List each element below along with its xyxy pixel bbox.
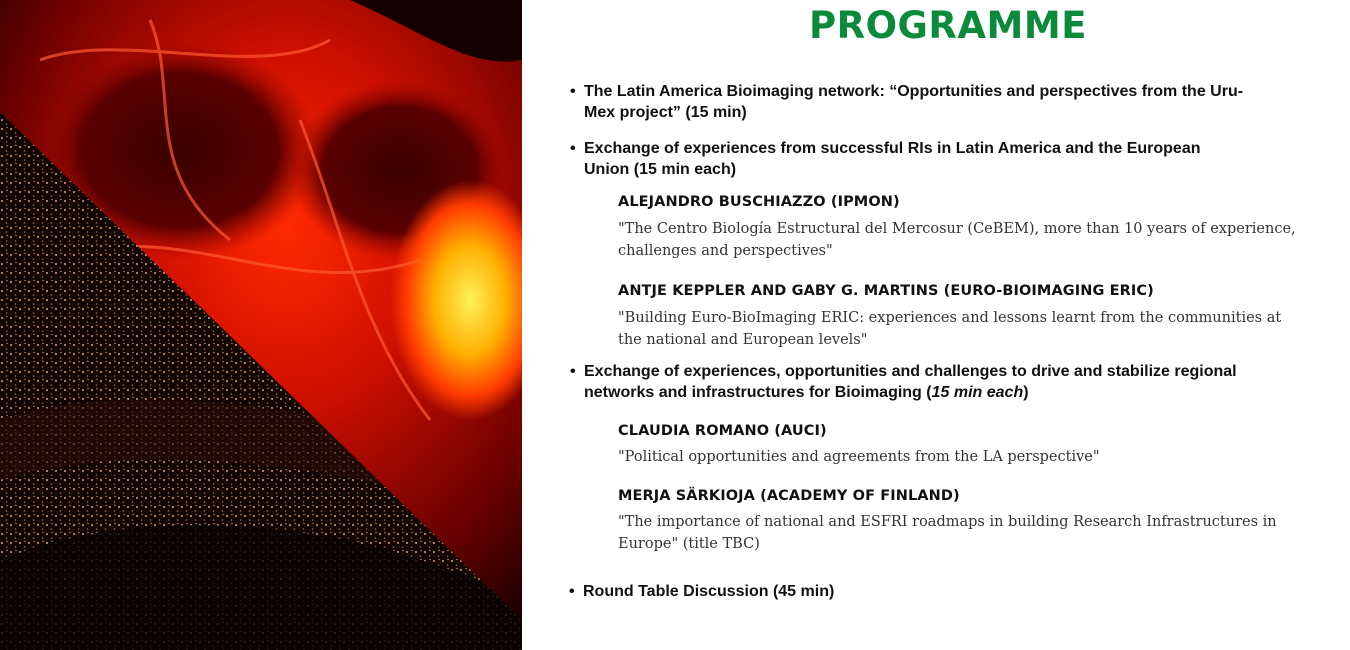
- talk-title: "The importance of national and ESFRI roadmaps in building Research Infrastructures in Europe" (title TBC): [618, 514, 1277, 552]
- item-duration: (15 min): [685, 104, 747, 121]
- speaker-name: ALEJANDRO BUSCHIAZZO (IPMON): [618, 194, 900, 210]
- programme-panel: [522, 0, 1350, 650]
- bullet-icon: •: [569, 583, 575, 600]
- talk-title: "Building Euro-BioImaging ERIC: experiences and lessons learnt from the communities at the national and European levels": [618, 310, 1282, 348]
- item-duration: (15 min each): [926, 384, 1029, 401]
- programme-item-2: [570, 138, 1244, 180]
- bullet-icon: •: [570, 83, 576, 100]
- talk-title: "The Centro Biología Estructural del Mercosur (CeBEM), more than 10 years of experience, challenges and perspectives": [618, 221, 1296, 259]
- item-title: Exchange of experiences, opportunities and challenges to drive and stabilize regional networks and infrastructures for Bioimaging: [584, 363, 1237, 401]
- page-title: PROGRAMME: [809, 4, 1087, 47]
- hero-microscopy-image: [0, 0, 522, 650]
- microscopy-illustration: [0, 0, 522, 650]
- item-duration-italic: 15 min each: [931, 384, 1024, 401]
- programme-item-4: [569, 581, 1243, 602]
- programme-item-1: [570, 81, 1244, 123]
- speaker-name: MERJA SÄRKIOJA (ACADEMY OF FINLAND): [618, 488, 960, 504]
- speaker-name: CLAUDIA ROMANO (AUCI): [618, 423, 827, 439]
- bullet-icon: •: [570, 140, 576, 157]
- item-title: The Latin America Bioimaging network: “Opportunities and perspectives from the Uru-Mex project”: [584, 83, 1244, 121]
- item-title: Round Table Discussion: [583, 583, 769, 600]
- programme-item-3: [570, 361, 1244, 403]
- item-duration: (15 min each): [633, 161, 737, 178]
- item-title: Exchange of experiences from successful RIs in Latin America and the European Union: [584, 140, 1201, 178]
- talk-title: "Political opportunities and agreements from the LA perspective": [618, 449, 1100, 465]
- speaker-name: ANTJE KEPPLER AND GABY G. MARTINS (EURO-BIOIMAGING ERIC): [618, 283, 1154, 299]
- bullet-icon: •: [570, 363, 576, 380]
- item-duration: (45 min): [772, 583, 835, 600]
